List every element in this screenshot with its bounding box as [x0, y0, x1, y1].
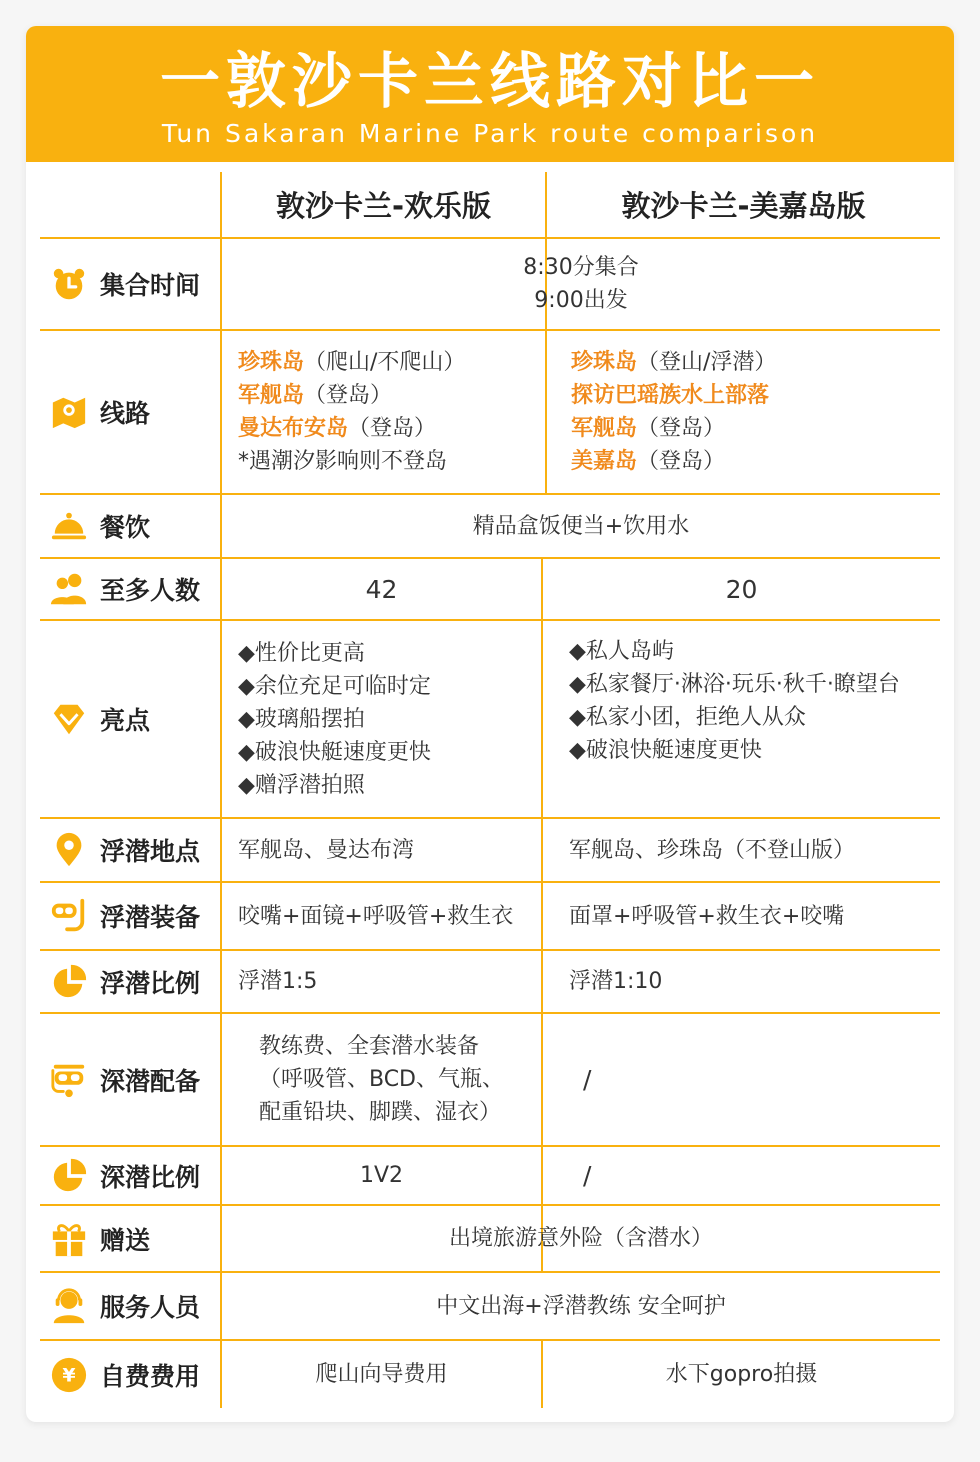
route-stop: 珍珠岛（爬山/不爬山）: [238, 350, 466, 375]
row-label-dive-gear: 深潜配备: [50, 1014, 220, 1145]
dive-gear-line: 配重铅块、脚蹼、湿衣）: [258, 1100, 501, 1125]
highlight-item: ◆私家小团，拒绝人从众: [569, 705, 806, 730]
route-stop: 军舰岛（登岛）: [238, 383, 393, 408]
column-header-right: 敦沙卡兰-美嘉岛版: [621, 189, 866, 223]
route-stop: 军舰岛（登岛）: [571, 416, 726, 441]
dive-gear-line: （呼吸管、BCD、气瓶、: [258, 1067, 504, 1092]
snorkel-ratio-right-cell: 浮潜1:10: [569, 969, 663, 994]
dive-ratio-right-cell: /: [583, 1161, 592, 1190]
row-label-meeting: 集合时间: [50, 239, 220, 329]
route-left-cell: [238, 331, 543, 493]
highlight-item: ◆性价比更高: [238, 640, 365, 666]
staff-cell: 中文出海+浮潜教练 安全呵护: [436, 1293, 726, 1319]
dive-gear-right-cell: /: [583, 1065, 592, 1094]
alarm-clock-icon: [50, 265, 88, 303]
route-stop: 美嘉岛（登岛）: [571, 449, 726, 474]
highlight-item: ◆破浪快艇速度更快: [238, 739, 431, 765]
highlight-item: ◆赠浮潜拍照: [238, 772, 365, 798]
highlight-item: ◆私家餐厅·淋浴·玩乐·秋千·瞭望台: [569, 672, 900, 697]
diver-mask-icon: [50, 1061, 88, 1099]
highlight-item: ◆破浪快艇速度更快: [569, 738, 762, 763]
pie-chart-icon: [50, 1157, 88, 1195]
location-icon: [50, 831, 88, 869]
row-label-route: 线路: [50, 331, 220, 493]
snorkel-spot-right-cell: 军舰岛、珍珠岛（不登山版）: [569, 837, 856, 863]
snorkel-spot-left-cell: 军舰岛、曼达布湾: [238, 837, 415, 863]
pie-chart-icon: [50, 963, 88, 1001]
route-note: *遇潮汐影响则不登岛: [238, 449, 448, 474]
highlight-item: ◆私人岛屿: [569, 639, 674, 664]
snorkel-ratio-left-cell: 浮潜1:5: [238, 969, 318, 994]
column-header-left: 敦沙卡兰-欢乐版: [275, 189, 492, 223]
row-label-snorkel-gear: 浮潜装备: [50, 883, 220, 949]
diamond-icon: [50, 700, 88, 738]
dive-ratio-left-cell: 1V2: [359, 1163, 404, 1188]
row-label-gift: 赠送: [50, 1206, 220, 1271]
service-person-icon: [50, 1287, 88, 1325]
meal-cell: 精品盒饭便当+饮用水: [472, 513, 690, 539]
dive-gear-line: 教练费、全套潜水装备: [258, 1034, 479, 1059]
capacity-right-cell: 20: [725, 574, 758, 604]
row-label-capacity: 至多人数: [50, 559, 220, 619]
highlight-item: ◆余位充足可临时定: [238, 673, 431, 699]
snorkel-gear-right-cell: 面罩+呼吸管+救生衣+咬嘴: [569, 903, 845, 929]
page-title: 一敦沙卡兰线路对比一: [160, 47, 820, 117]
self-pay-left-cell: 爬山向导费用: [315, 1362, 448, 1387]
row-label-dive-ratio: 深潜比例: [50, 1147, 220, 1204]
svg-text:¥: ¥: [62, 1364, 76, 1387]
gift-icon: [50, 1220, 88, 1258]
highlights-left-cell: [238, 621, 541, 817]
highlight-item: ◆玻璃船摆拍: [238, 706, 365, 732]
map-pin-icon: [50, 393, 88, 431]
comparison-card: [26, 26, 954, 1422]
route-stop: 曼达布安岛（登岛）: [238, 416, 437, 441]
food-cloche-icon: [50, 507, 88, 545]
meeting-time: 8:30分集合: [523, 255, 639, 280]
meeting-time-cell: [222, 239, 940, 329]
row-label-staff: 服务人员: [50, 1273, 220, 1339]
row-label-meal: 餐饮: [50, 495, 220, 557]
route-stop: 探访巴瑶族水上部落: [571, 383, 770, 408]
dive-gear-left-cell: [222, 1014, 541, 1145]
yuan-coin-icon: [50, 1356, 88, 1394]
row-label-snorkel-ratio: 浮潜比例: [50, 951, 220, 1012]
snorkel-gear-left-cell: 咬嘴+面镜+呼吸管+救生衣: [238, 903, 514, 929]
snorkel-mask-icon: [50, 897, 88, 935]
route-stop: 珍珠岛（登山/浮潜）: [571, 350, 777, 375]
page-subtitle: Tun Sakaran Marine Park route comparison: [161, 119, 819, 148]
column-divider: [541, 817, 543, 1271]
row-label-self-pay: ¥ 自费费用: [50, 1341, 220, 1408]
row-label-snorkel-spot: 浮潜地点: [50, 819, 220, 881]
people-icon: [50, 570, 88, 608]
route-right-cell: [571, 331, 940, 493]
departure-time: 9:00出发: [534, 288, 628, 313]
self-pay-right-cell: 水下gopro拍摄: [665, 1362, 818, 1387]
row-label-highlights: 亮点: [50, 621, 220, 817]
header-banner: [26, 26, 954, 162]
capacity-left-cell: 42: [365, 574, 398, 604]
gift-cell: 出境旅游意外险（含潜水）: [448, 1226, 713, 1251]
highlights-right-cell: [569, 621, 940, 817]
